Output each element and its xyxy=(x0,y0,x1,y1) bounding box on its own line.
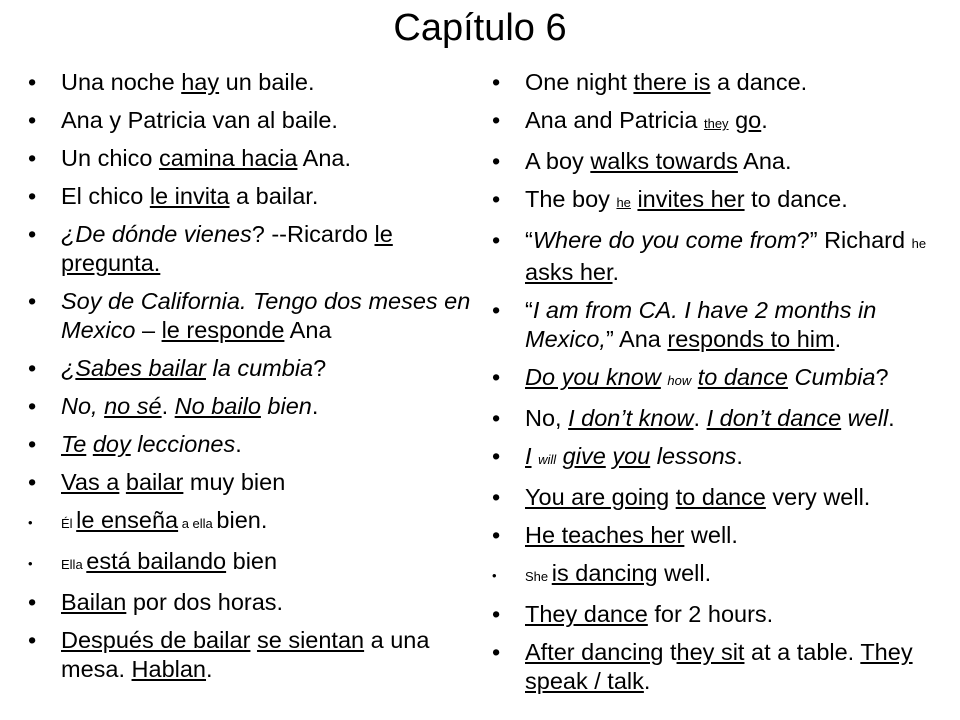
underlined-phrase: I don’t know xyxy=(568,405,694,431)
bullet-point: • xyxy=(492,601,501,627)
underlined-phrase: se sientan xyxy=(256,627,365,653)
underlined-phrase: to dance xyxy=(675,484,766,510)
underlined-phrase: camina hacia xyxy=(158,145,298,171)
bullet-point: • xyxy=(492,443,501,469)
underlined-phrase: they xyxy=(703,116,729,131)
underlined-phrase: They dance xyxy=(525,601,648,627)
underlined-phrase: le enseña xyxy=(76,507,179,533)
sentence-text: he xyxy=(911,236,927,251)
bullet-point: • xyxy=(492,297,501,323)
sentence-text: Un chico xyxy=(61,145,159,171)
english-sentence xyxy=(492,521,952,550)
sentence-text: ¿ xyxy=(61,355,76,381)
sentence-text: . xyxy=(643,668,651,694)
sentence-text: Ana xyxy=(284,317,332,343)
sentence-text: ? xyxy=(875,364,889,390)
sentence-text: how xyxy=(667,373,692,388)
bullet-point: • xyxy=(28,627,37,653)
sentence-text: El chico xyxy=(61,183,150,209)
sentence-text: “ xyxy=(525,227,533,253)
bullet-point: • xyxy=(28,556,33,571)
underlined-phrase: hay xyxy=(181,69,220,95)
underlined-phrase: They speak / talk xyxy=(525,639,913,694)
sentence-text: . xyxy=(612,259,620,285)
sentence-text: to dance. xyxy=(744,186,848,212)
underlined-phrase: there is xyxy=(633,69,711,95)
spanish-sentence xyxy=(28,588,488,617)
bullet-point: • xyxy=(28,145,37,171)
english-sentence xyxy=(492,147,952,176)
english-sentence xyxy=(492,226,952,287)
sentence-text: . xyxy=(161,393,175,419)
sentence-text: “ xyxy=(525,297,533,323)
sentence-text: . xyxy=(311,393,319,419)
sentence-text: por dos horas. xyxy=(126,589,284,615)
english-sentence xyxy=(492,363,952,395)
sentence-text: . xyxy=(888,405,895,431)
english-sentence xyxy=(492,68,952,97)
sentence-text: ¿De dónde vienes xyxy=(61,221,252,247)
english-column xyxy=(492,68,952,705)
sentence-text: bien xyxy=(226,548,278,574)
english-sentence xyxy=(492,442,952,474)
underlined-phrase: invites her xyxy=(637,186,745,212)
underlined-phrase: le responde xyxy=(161,317,285,343)
sentence-text: . xyxy=(235,431,242,457)
underlined-phrase: is dancing xyxy=(551,560,658,586)
english-sentence xyxy=(492,600,952,629)
underlined-phrase: give xyxy=(562,443,606,469)
bullet-point: • xyxy=(28,69,37,95)
spanish-sentence-list xyxy=(28,68,488,684)
sentence-text: well. xyxy=(657,560,712,586)
english-sentence-list xyxy=(492,68,952,696)
bullet-point: • xyxy=(492,639,501,665)
sentence-text: lecciones xyxy=(130,431,236,457)
bullet-point: • xyxy=(28,515,33,530)
underlined-phrase: you xyxy=(612,443,651,469)
sentence-text: la cumbia xyxy=(206,355,314,381)
sentence-text: a bailar. xyxy=(229,183,319,209)
bullet-point: • xyxy=(492,186,501,212)
underlined-phrase: Bailan xyxy=(61,589,127,615)
sentence-text: Soy de California. Tengo dos meses en Mexico xyxy=(61,288,471,343)
underlined-phrase: está bailando xyxy=(86,548,227,574)
bullet-point: • xyxy=(492,69,501,95)
bullet-point: • xyxy=(28,288,37,314)
sentence-text: She xyxy=(525,569,552,584)
bullet-point: • xyxy=(492,227,501,253)
sentence-text: No, xyxy=(61,393,105,419)
sentence-text: Una noche xyxy=(61,69,182,95)
english-sentence xyxy=(492,185,952,217)
sentence-text: No, xyxy=(525,405,569,431)
underlined-phrase: After dancing xyxy=(525,639,664,665)
underlined-phrase: to dance xyxy=(697,364,788,390)
sentence-text: ” Ana xyxy=(605,326,668,352)
english-sentence xyxy=(492,106,952,138)
underlined-phrase: go xyxy=(735,107,762,133)
sentence-text: at a table. xyxy=(744,639,861,665)
sentence-text: will xyxy=(538,452,557,467)
sentence-text: – xyxy=(135,317,162,343)
bullet-point: • xyxy=(28,221,37,247)
sentence-text: ? xyxy=(313,355,327,381)
sentence-text: un baile. xyxy=(219,69,315,95)
underlined-phrase: no sé xyxy=(104,393,162,419)
underlined-phrase: He teaches her xyxy=(525,522,685,548)
sentence-text: Cumbia xyxy=(787,364,876,390)
underlined-phrase: doy xyxy=(92,431,131,457)
sentence-text: a una mesa. xyxy=(61,627,430,682)
bullet-point: • xyxy=(492,522,501,548)
english-sentence xyxy=(492,404,952,433)
spanish-sentence xyxy=(28,468,488,497)
underlined-phrase: le invita xyxy=(149,183,230,209)
sentence-text: well. xyxy=(684,522,738,548)
underlined-phrase: Después de bailar xyxy=(61,627,251,653)
underlined-phrase: Do you know xyxy=(525,364,661,390)
spanish-sentence xyxy=(28,106,488,135)
underlined-phrase: I xyxy=(525,443,532,469)
sentence-text: I am from CA. I have 2 months in Mexico, xyxy=(525,297,877,352)
underlined-phrase: Sabes bailar xyxy=(75,355,206,381)
sentence-text: well xyxy=(841,405,889,431)
spanish-sentence xyxy=(28,287,488,345)
english-sentence xyxy=(492,296,952,354)
sentence-text: a ella xyxy=(178,516,217,531)
spanish-sentence xyxy=(28,430,488,459)
bullet-point: • xyxy=(28,355,37,381)
sentence-text: . xyxy=(834,326,842,352)
sentence-text: Ana. xyxy=(737,148,792,174)
bullet-point: • xyxy=(28,431,37,457)
sentence-text: ?” Richard xyxy=(796,227,912,253)
bullet-point: • xyxy=(492,364,501,390)
spanish-sentence xyxy=(28,547,488,579)
underlined-phrase: walks towards xyxy=(590,148,738,174)
spanish-sentence xyxy=(28,392,488,421)
underlined-phrase: asks her xyxy=(525,259,613,285)
bullet-point: • xyxy=(28,589,37,615)
underlined-phrase: he xyxy=(616,195,631,210)
underlined-phrase: bailar xyxy=(125,469,184,495)
underlined-phrase: You are going xyxy=(525,484,670,510)
spanish-sentence xyxy=(28,220,488,278)
bullet-point: • xyxy=(492,148,501,174)
sentence-text: . xyxy=(736,443,743,469)
underlined-phrase: le pregunta. xyxy=(61,221,393,276)
sentence-text: One night xyxy=(525,69,634,95)
sentence-text: ? --Ricardo xyxy=(251,221,375,247)
bullet-point: • xyxy=(492,405,501,431)
spanish-sentence xyxy=(28,354,488,383)
sentence-text: bien. xyxy=(216,507,268,533)
sentence-text: . xyxy=(206,656,213,682)
bullet-point: • xyxy=(492,568,497,583)
slide-title: Capítulo 6 xyxy=(393,7,567,49)
sentence-text: Ana. xyxy=(297,145,352,171)
bullet-point: • xyxy=(492,484,501,510)
underlined-phrase: Hablan xyxy=(131,656,207,682)
sentence-text: Ana and Patricia xyxy=(525,107,704,133)
english-sentence xyxy=(492,638,952,696)
sentence-text: t xyxy=(663,639,677,665)
underlined-phrase: responds to him xyxy=(667,326,835,352)
bullet-point: • xyxy=(28,183,37,209)
sentence-text: bien xyxy=(260,393,312,419)
sentence-text: Él xyxy=(61,516,77,531)
sentence-text: lessons xyxy=(650,443,737,469)
bullet-point: • xyxy=(28,393,37,419)
sentence-text: a dance. xyxy=(710,69,808,95)
sentence-text: A boy xyxy=(525,148,591,174)
spanish-sentence xyxy=(28,506,488,538)
spanish-sentence xyxy=(28,182,488,211)
sentence-text: Ella xyxy=(61,557,87,572)
sentence-text: The boy xyxy=(525,186,617,212)
sentence-text: . xyxy=(761,107,768,133)
spanish-sentence xyxy=(28,626,488,684)
bullet-point: • xyxy=(492,107,501,133)
bullet-point: • xyxy=(28,107,37,133)
sentence-text: Where do you come from xyxy=(532,227,797,253)
sentence-text: . xyxy=(693,405,707,431)
sentence-text: Ana y Patricia van al baile. xyxy=(61,107,338,133)
english-sentence xyxy=(492,559,952,591)
sentence-text: muy bien xyxy=(183,469,286,495)
underlined-phrase: No bailo xyxy=(174,393,261,419)
spanish-sentence xyxy=(28,144,488,173)
english-sentence xyxy=(492,483,952,512)
underlined-phrase: hey sit xyxy=(676,639,745,665)
sentence-text: very well. xyxy=(765,484,871,510)
spanish-column xyxy=(28,68,488,693)
bullet-point: • xyxy=(28,469,37,495)
underlined-phrase: I don’t dance xyxy=(706,405,842,431)
underlined-phrase: Te xyxy=(61,431,87,457)
sentence-text: for 2 hours. xyxy=(647,601,774,627)
spanish-sentence xyxy=(28,68,488,97)
underlined-phrase: Vas a xyxy=(61,469,120,495)
